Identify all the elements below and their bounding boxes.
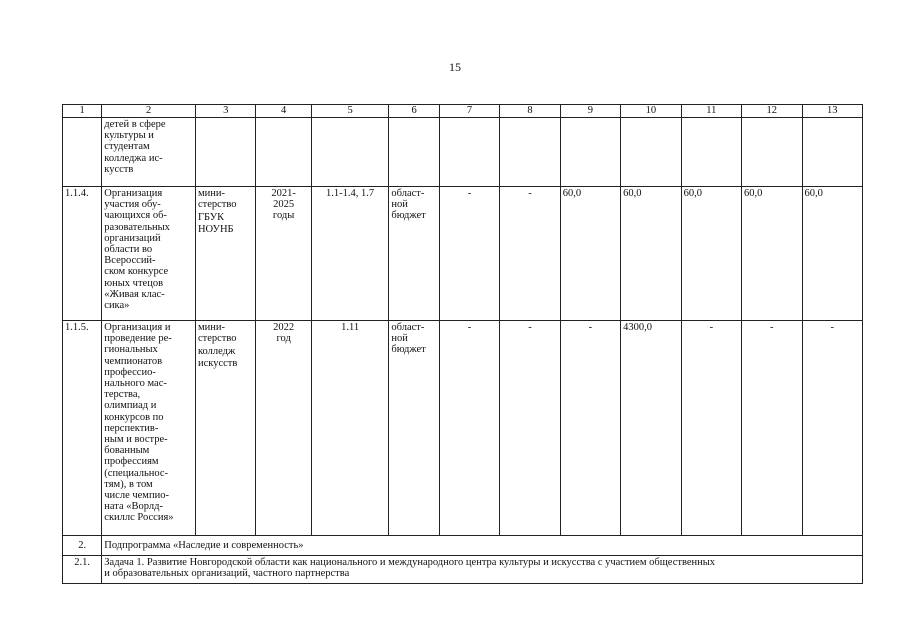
column-header: 10 xyxy=(621,105,681,118)
task-row xyxy=(63,556,863,584)
page-number: 15 xyxy=(449,60,461,74)
value-cell: - xyxy=(439,187,499,321)
value-cell: - xyxy=(500,321,560,536)
column-header: 2 xyxy=(102,105,196,118)
task-title: Задача 1. Развитие Новгородской области как национального и международного центра культуры и искусства с участием общественных и образовательных организаций, частного партнерства xyxy=(102,556,863,584)
source-cell: област- ной бюджет xyxy=(389,187,439,321)
executor-cell: мини- стерство колледж искусств xyxy=(195,321,255,536)
value-cell: 60,0 xyxy=(681,187,741,321)
indicators-cell: 1.1-1.4, 1.7 xyxy=(311,187,389,321)
column-header: 6 xyxy=(389,105,439,118)
activity-name: Организация участия обу- чающихся об- разовательных организаций области во Всероссий- ском конкурсе юных чтецов «Живая клас- сика» xyxy=(102,187,196,321)
value-cell: 4300,0 xyxy=(621,321,681,536)
column-header: 13 xyxy=(802,105,863,118)
activity-name: Организация и проведение ре- гиональных чемпионатов профессио- нального мас- терства, олимпиад и конкурсов по перспектив- ным и востре- бованным профессиям (специальнос- тям), в том числе чемпио- ната «Ворлд- скиллс Россия» xyxy=(102,321,196,536)
term-cell: 2021- 2025 годы xyxy=(256,187,311,321)
executor-cell: мини- стерство ГБУК НОУНБ xyxy=(195,187,255,321)
activity-name: детей в сфере культуры и студентам колледжа ис- кусств xyxy=(102,118,196,187)
row-number: 2. xyxy=(63,536,102,556)
table-row xyxy=(63,118,863,187)
value-cell: - xyxy=(500,187,560,321)
row-number: 1.1.4. xyxy=(63,187,102,321)
indicators-cell: 1.11 xyxy=(311,321,389,536)
term-cell: 2022 год xyxy=(256,321,311,536)
program-table xyxy=(62,104,863,584)
value-cell: - xyxy=(439,321,499,536)
value-cell: 60,0 xyxy=(560,187,620,321)
subprogram-title: Подпрограмма «Наследие и современность» xyxy=(102,536,863,556)
source-cell: област- ной бюджет xyxy=(389,321,439,536)
value-cell: 60,0 xyxy=(742,187,802,321)
value-cell: - xyxy=(802,321,863,536)
column-header: 5 xyxy=(311,105,389,118)
table-row xyxy=(63,187,863,321)
value-cell: - xyxy=(560,321,620,536)
column-header: 12 xyxy=(742,105,802,118)
column-header: 7 xyxy=(439,105,499,118)
value-cell: - xyxy=(742,321,802,536)
header-row xyxy=(63,105,863,118)
value-cell: 60,0 xyxy=(621,187,681,321)
column-header: 4 xyxy=(256,105,311,118)
column-header: 11 xyxy=(681,105,741,118)
table-row xyxy=(63,321,863,536)
value-cell: 60,0 xyxy=(802,187,863,321)
column-header: 3 xyxy=(195,105,255,118)
subprogram-row xyxy=(63,536,863,556)
column-header: 9 xyxy=(560,105,620,118)
column-header: 8 xyxy=(500,105,560,118)
column-header: 1 xyxy=(63,105,102,118)
row-number: 2.1. xyxy=(63,556,102,584)
row-number: 1.1.5. xyxy=(63,321,102,536)
value-cell: - xyxy=(681,321,741,536)
